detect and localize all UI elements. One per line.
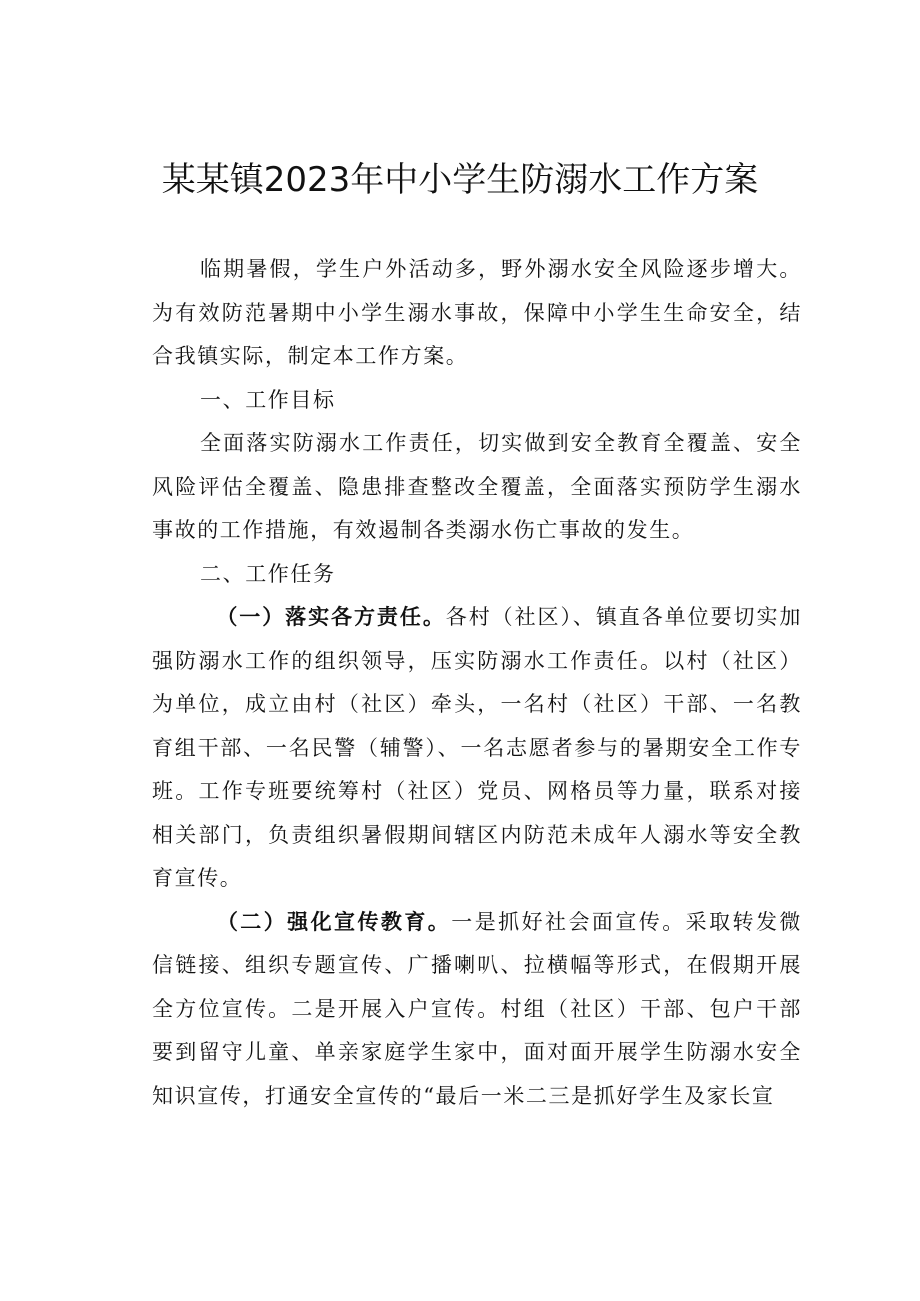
intro-paragraph: 临期暑假，学生户外活动多，野外溺水安全风险逐步增大。为有效防范暑期中小学生溺水事故，保障中小学生生命安全，结合我镇实际，制定本工作方案。 (152, 257, 802, 368)
section-heading-goals: 一、工作目标 (200, 387, 336, 412)
task-item-text: 一是抓好社会面宣传。采取转发微信链接、组织专题宣传、广播喇叭、拉横幅等形式，在假期开展全方位宣传。二是开展入户宣传。村组（社区）干部、包户干部要到留守儿童、单亲家庭学生家中，面对面开展学生防溺水安全知识宣传，打通安全宣传的“最后一米二三是抓好学生及家长宣 (152, 909, 803, 1108)
document-body (152, 248, 802, 1118)
task-item-lead: （二）强化宣传教育。 (216, 909, 452, 934)
goals-paragraph: 全面落实防溺水工作责任，切实做到安全教育全覆盖、安全风险评估全覆盖、隐患排查整改全覆盖，全面落实预防学生溺水事故的工作措施，有效遏制各类溺水伤亡事故的发生。 (152, 431, 802, 542)
task-item-text: 各村（社区）、镇直各单位要切实加强防溺水工作的组织领导，压实防溺水工作责任。以村（社区）为单位，成立由村（社区）牵头，一名村（社区）干部、一名教育组干部、一名民警（辅警）、一名志愿者参与的暑期安全工作专班。工作专班要统筹村（社区）党员、网格员等力量，联系对接相关部门，负责组织暑假期间辖区内防范未成年人溺水等安全教育宣传。 (152, 605, 802, 890)
section-heading-tasks: 二、工作任务 (200, 561, 336, 586)
document-title: 某某镇2023年中小学生防溺水工作方案 (161, 160, 759, 200)
task-item-publicity (152, 901, 802, 1119)
task-item-responsibility (152, 596, 802, 901)
task-item-lead: （一）落实各方责任。 (216, 605, 446, 629)
